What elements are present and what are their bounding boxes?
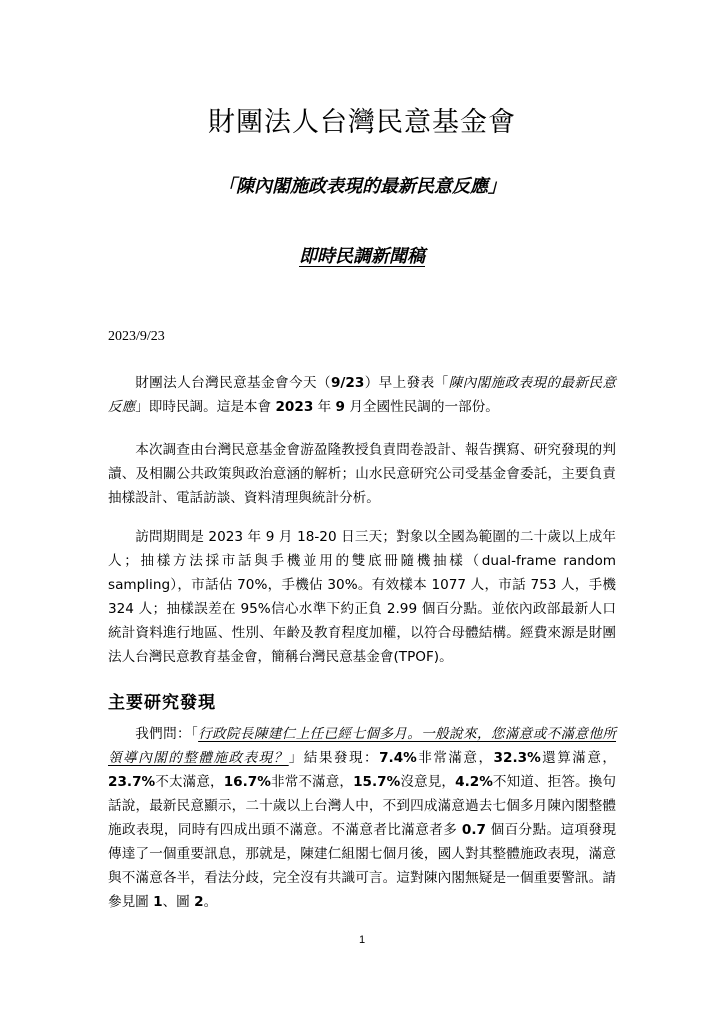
organization-title: 財團法人台灣民意基金會 <box>208 107 516 138</box>
para4-text: 。 <box>203 894 218 910</box>
para4-text: 我們問：「 <box>135 726 199 742</box>
pct-not-very-satisfied: 23.7% <box>108 774 156 790</box>
para1-text: 年 <box>313 399 336 415</box>
intro-paragraph <box>108 371 616 419</box>
para1-survey-title: 陳內閣施政表現的最新民意反應 <box>108 375 617 415</box>
para1-text: 月全國性民調的一部份。 <box>345 399 499 415</box>
para1-text: 財團法人台灣民意基金會今天（ <box>135 375 331 391</box>
para4-text: 非常滿意， <box>416 750 494 766</box>
section-heading-findings: 主要研究發現 <box>108 693 216 713</box>
findings-paragraph <box>108 722 616 914</box>
para4-text: 、圖 <box>162 894 195 910</box>
page-number: 1 <box>358 934 366 946</box>
pct-point-gap: 0.7 <box>461 822 486 838</box>
para4-text: 不太滿意， <box>155 774 224 790</box>
pct-very-dissatisfied: 16.7% <box>223 774 271 790</box>
press-release-label: 即時民調新聞稿 <box>299 246 425 267</box>
para4-text: 個百分點。這項發現傳達了一個重要訊息，那就是，陳建仁組閣七個月後，國人對其整體施政表現，滿意與不滿意各半，看法分歧，完全沒有共識可言。這對陳內閣無疑是一個重要警訊。請參見圖 <box>108 822 616 910</box>
para1-text: ）早上發表「 <box>364 375 449 391</box>
pct-no-opinion: 15.7% <box>353 774 401 790</box>
pct-somewhat-satisfied: 32.3% <box>493 750 541 766</box>
release-date: 2023/9/23 <box>108 329 165 344</box>
para4-text: 」結果發現： <box>288 750 380 766</box>
method-paragraph: 本次調查由台灣民意基金會游盈隆教授負責問卷設計、報告撰寫、研究發現的判讀、及相關公共政策與政治意涵的解析；山水民意研究公司受基金會委託，主要負責抽樣設計、電話訪談、資料清理與統計分析。 <box>108 442 616 506</box>
pct-dont-know: 4.2% <box>455 774 493 790</box>
sampling-paragraph: 訪問期間是 2023 年 9 月 18-20 日三天；對象以全國為範圍的二十歲以上成年人；抽樣方法採市話與手機並用的雙底冊隨機抽樣（dual-frame random sampling），市話佔 70%，手機佔 30%。有效樣本 1077 人，市話 753 人，手機 324 人；抽樣誤差在 95%信心水準下約正負 2.99 個百分點。並依內政部最新人口統計資料進行地區、性別、年齡及教育程度加權，以符合母體結構。經費來源是財團法人台灣民意教育基金會，簡稱台灣民意基金會(TPOF)。 <box>108 529 616 665</box>
para1-year: 2023 <box>275 399 314 415</box>
para4-text: 還算滿意， <box>540 750 617 766</box>
para4-text: 沒意見， <box>400 774 456 790</box>
para4-text: 非常不滿意， <box>270 774 354 790</box>
figure-ref-1: 1 <box>153 894 163 910</box>
para1-month: 9 <box>335 399 346 415</box>
para1-text: 」即時民調。這是本會 <box>135 399 276 415</box>
para4-text: 不知道、拒答。換句話說，最新民意顯示，二十歲以上台灣人中，不到四成滿意過去七個多月陳內閣整體施政表現，同時有四成出頭不滿意。不滿意者比滿意者多 <box>108 774 616 838</box>
pct-very-satisfied: 7.4% <box>379 750 417 766</box>
report-subtitle: 「陳內閣施政表現的最新民意反應」 <box>218 176 506 197</box>
survey-question: 行政院長陳建仁上任已經七個多月。一般說來，您滿意或不滿意他所領導內閣的整體施政表現？ <box>108 726 617 766</box>
figure-ref-2: 2 <box>194 894 204 910</box>
para1-date: 9/23 <box>330 375 365 391</box>
